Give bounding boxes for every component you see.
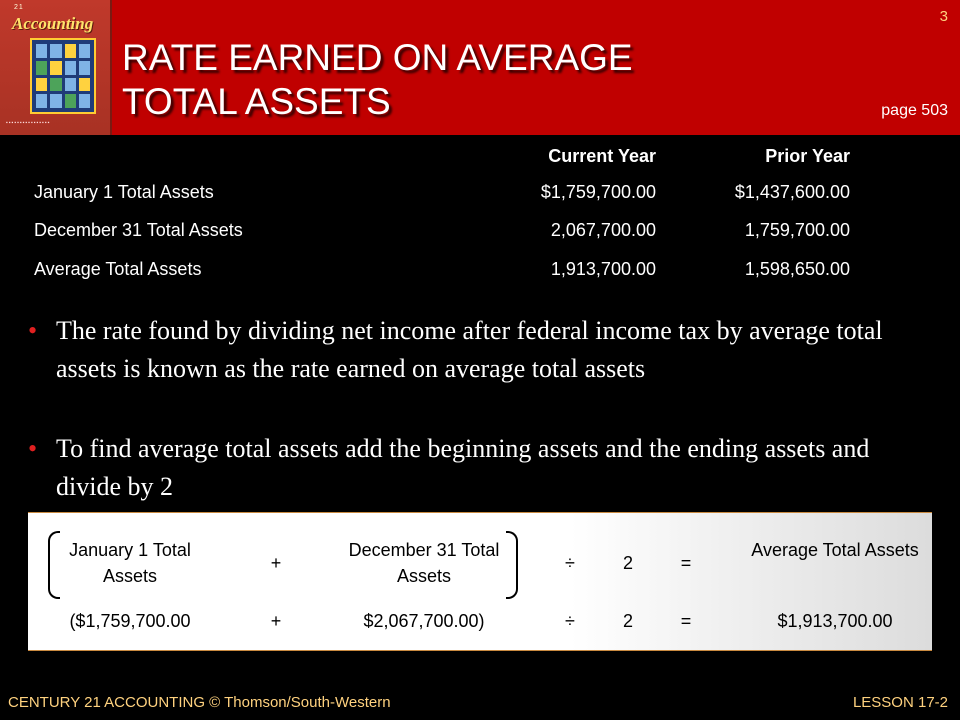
book-cover-top-strip: 21 — [14, 4, 24, 11]
formula-value-january: ($1,759,700.00 — [69, 611, 191, 631]
formula-divisor: 2 — [622, 611, 633, 631]
bullet-marker: • — [28, 316, 38, 345]
textbook-cover-image — [0, 0, 112, 135]
current-year-value: $1,759,700.00 — [540, 182, 656, 202]
table-header-row — [0, 140, 960, 170]
bullet-text: To find average total assets add the beginning assets and the ending assets and divide by 2 — [56, 434, 870, 501]
table-row — [0, 182, 960, 212]
footer-lesson: LESSON 17-2 — [852, 694, 948, 711]
title-line-2: TOTAL ASSETS — [122, 81, 391, 122]
formula-equals-sign: = — [680, 553, 692, 573]
bullet-text: The rate found by dividing net income after federal income tax by average total assets is known as the rate earned on average total assets — [56, 316, 883, 383]
column-header-current-year: Current Year — [548, 146, 656, 166]
formula-value-december: $2,067,700.00) — [363, 611, 485, 631]
bullet-marker: • — [28, 434, 38, 463]
current-year-value: 1,913,700.00 — [550, 259, 656, 279]
formula-divisor: 2 — [622, 553, 633, 573]
formula-term-january: January 1 Total Assets — [69, 540, 191, 586]
row-label: January 1 Total Assets — [34, 182, 214, 202]
formula-plus-sign: + — [270, 611, 282, 631]
formula-divide-sign: ÷ — [565, 611, 575, 631]
column-header-prior-year: Prior Year — [765, 146, 850, 166]
formula-term-december: December 31 Total Assets — [348, 540, 500, 586]
formula-equals-sign: = — [680, 611, 692, 631]
book-cover-authors: ▪▪▪▪▪▪▪▪▪▪▪▪▪▪▪▪ — [6, 120, 51, 126]
slide-header — [0, 0, 960, 135]
row-label: Average Total Assets — [34, 259, 202, 279]
row-label: December 31 Total Assets — [34, 220, 243, 240]
book-cover-title: Accounting — [12, 14, 94, 33]
prior-year-value: 1,598,650.00 — [744, 259, 850, 279]
table-row — [0, 220, 960, 250]
formula-divide-sign: ÷ — [565, 553, 575, 573]
formula-plus-sign: + — [270, 553, 282, 573]
average-assets-formula — [28, 512, 932, 651]
prior-year-value: 1,759,700.00 — [744, 220, 850, 240]
slide-number: 3 — [939, 8, 948, 25]
page-title — [122, 36, 762, 124]
current-year-value: 2,067,700.00 — [550, 220, 656, 240]
formula-result-value: $1,913,700.00 — [777, 611, 893, 631]
formula-result-label: Average Total Assets — [751, 540, 919, 560]
bullet-item — [28, 430, 908, 506]
table-row — [0, 259, 960, 289]
bullet-item — [28, 312, 908, 388]
title-line-1: RATE EARNED ON AVERAGE — [122, 37, 633, 78]
building-illustration — [30, 38, 96, 114]
footer-publisher: CENTURY 21 ACCOUNTING © Thomson/South-Western — [8, 694, 391, 711]
prior-year-value: $1,437,600.00 — [734, 182, 850, 202]
page-reference: page 503 — [881, 102, 948, 119]
